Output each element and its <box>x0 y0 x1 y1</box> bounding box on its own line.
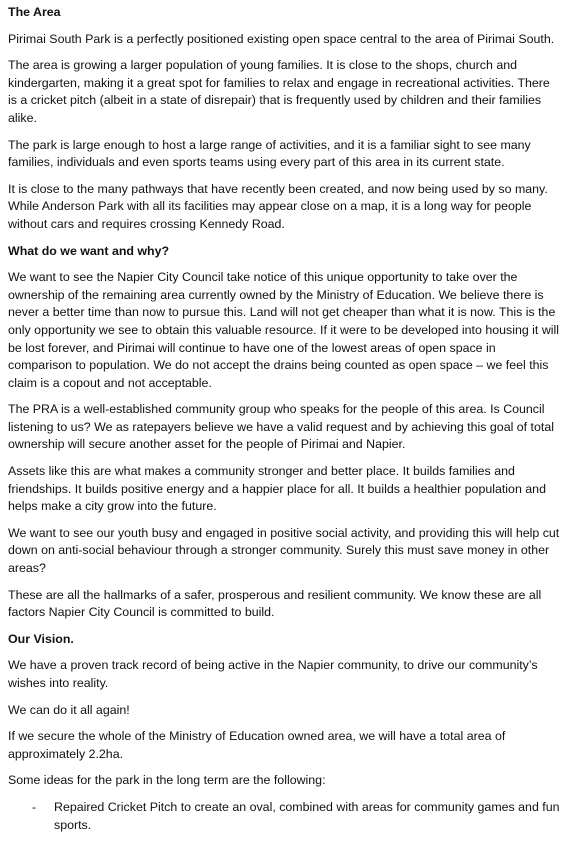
document-body <box>8 4 560 834</box>
paragraph-want-4: We want to see our youth busy and engaged in positive social activity, and providing this will help cut down on anti-social behaviour through a stronger community. Surely this must save money in other areas? <box>8 525 560 576</box>
list-item: - Repaired Cricket Pitch to create an oval, combined with areas for community games and fun sports. <box>32 799 560 834</box>
paragraph-area-3: The park is large enough to host a large range of activities, and it is a familiar sight to see many families, individuals and even sports teams using every part of this area in its current state. <box>8 137 531 170</box>
paragraph-vision-1: We have a proven track record of being active in the Napier community, to drive our community’s wishes into reality. <box>8 658 538 690</box>
paragraph-want-5: These are all the hallmarks of a safer, prosperous and resilient community. We know these are all factors Napier City Council is committed to build. <box>8 587 542 620</box>
paragraph-want-1: We want to see the Napier City Council take notice of this unique opportunity to take over the ownership of the remaining area currently owned by the Ministry of Education. We believe there is never a better time than now to pursue this. Land will not get cheaper than what it is now. This is the only opportunity we see to obtain this valuable resource. If it were to be developed into housing it will be lost forever, and Pirimai will continue to have one of the lowest areas of open space in comparison to population. We do not accept the drains being counted as open space – we feel this claim is a copout and not acceptable. <box>8 270 560 390</box>
paragraph-vision-2: We can do it all again! <box>8 702 130 717</box>
ideas-list <box>8 799 560 834</box>
paragraph-area-4: It is close to the many pathways that have recently been created, and now being used by so many. While Anderson Park with all its facilities may appear close on a map, it is a long way for people without cars and requires crossing Kennedy Road. <box>8 181 548 231</box>
paragraph-vision-4: Some ideas for the park in the long term are the following: <box>8 773 326 788</box>
heading-what-we-want: What do we want and why? <box>8 243 170 258</box>
paragraph-want-2: The PRA is a well-established community group who speaks for the people of this area. Is Council listening to us? We as ratepayers believe we have a valid request and by achieving this goal of total ownership will secure another asset for the people of Pirimai and Napier. <box>8 402 554 452</box>
paragraph-area-1: Pirimai South Park is a perfectly positioned existing open space central to the area of Pirimai South. <box>8 31 555 46</box>
heading-our-vision: Our Vision. <box>8 631 74 646</box>
paragraph-vision-3: If we secure the whole of the Ministry of Education owned area, we will have a total area of approximately 2.2ha. <box>8 729 506 761</box>
paragraph-want-3: Assets like this are what makes a community stronger and better place. It builds families and friendships. It builds positive energy and a happier place for all. It builds a healthier population and helps make a city grow into the future. <box>8 464 546 514</box>
paragraph-area-2: The area is growing a larger population of young families. It is close to the shops, church and kindergarten, making it a great spot for families to relax and engage in recreational activities. There is a cricket pitch (albeit in a state of disrepair) that is frequently used by children and their families alike. <box>8 58 550 125</box>
heading-the-area: The Area <box>8 5 61 19</box>
